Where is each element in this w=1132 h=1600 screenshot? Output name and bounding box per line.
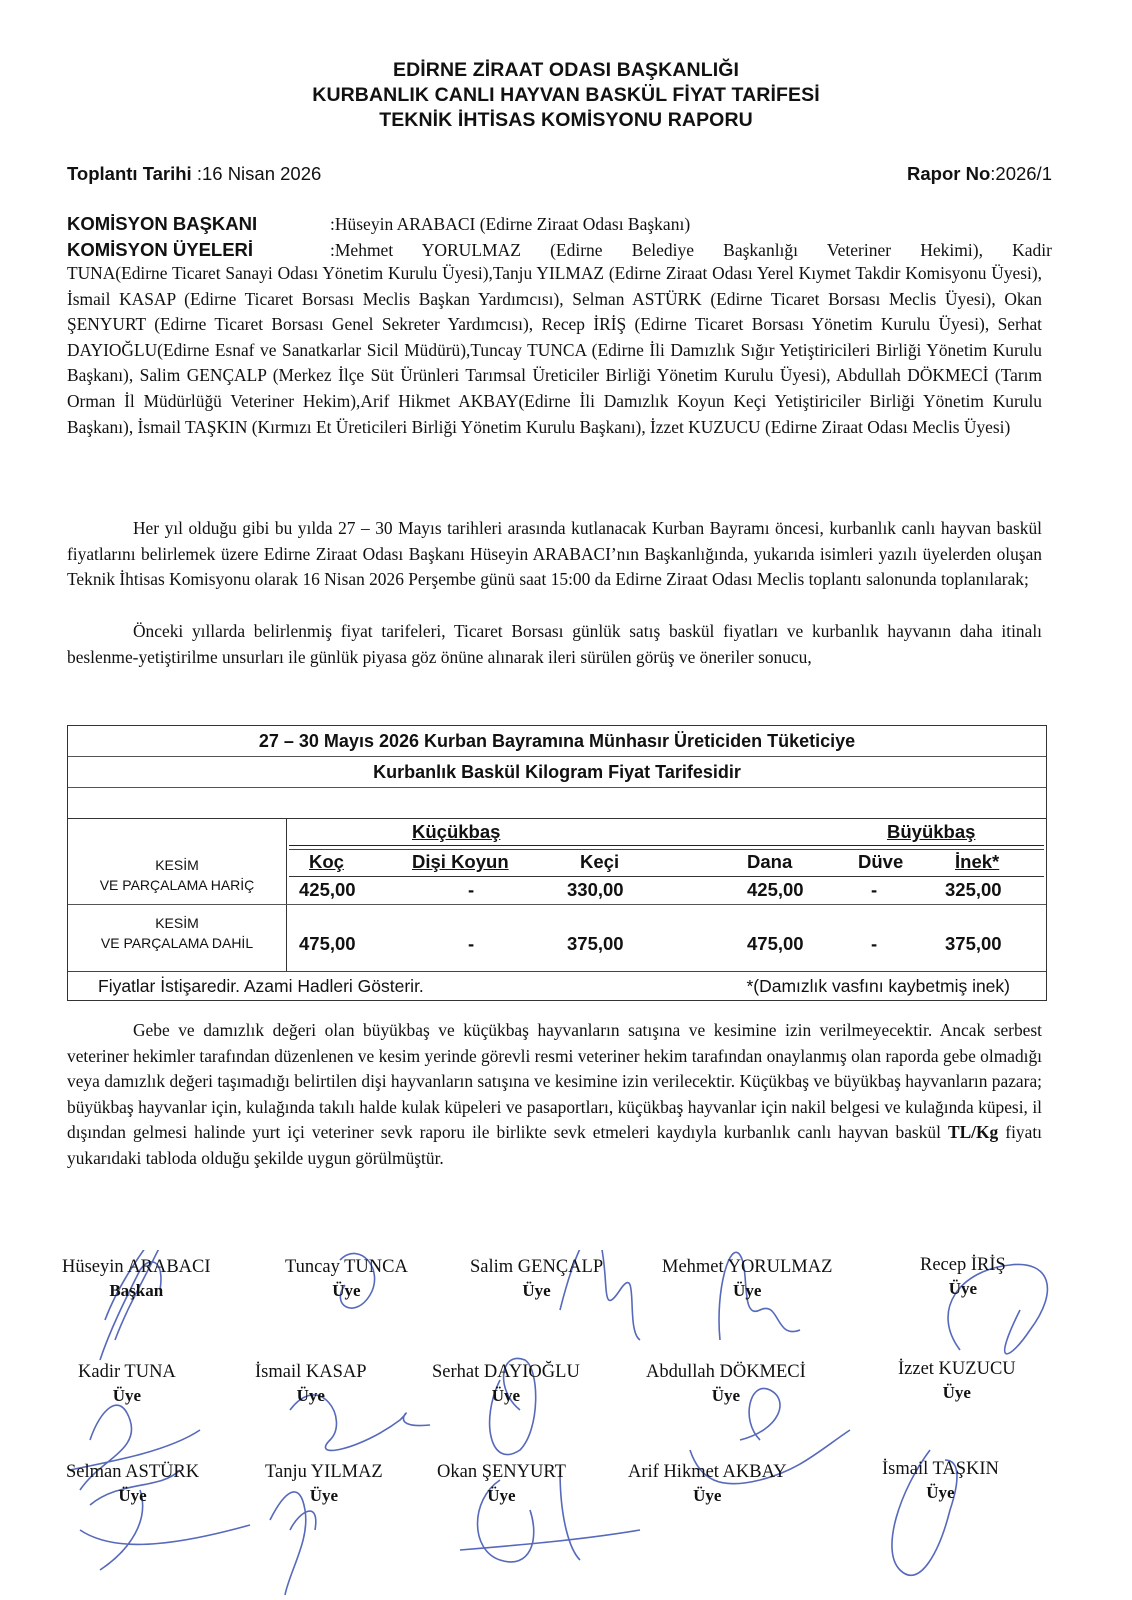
row-divider	[68, 904, 1046, 905]
signatory-role: Üye	[118, 1486, 147, 1505]
signatory-name: Recep İRİŞ	[920, 1255, 1006, 1275]
tariff-table	[67, 725, 1047, 1001]
price-cell: 475,00	[299, 933, 356, 954]
report-number	[907, 163, 1052, 185]
closing-text-start: Gebe ve damızlık değeri olan büyükbaş ve küçükbaş hayvanların satışına ve kesimine izin verilmeyecektir. Ancak serbest veteriner hekimler tarafından düzenlenen ve kesim yerinde görevli resmi veteriner hekim tarafından onaylanmış olan raporda gebe olmadığı veya damızlık değeri taşımadığı belirtilen dişi hayvanların satışına ve kesimine izin verilecektir. Küçükbaş ve büyükbaş hayvanların pazara; büyükbaş hayvanlar için, kulağında takılı halde kulak küpeleri ve pasaportları, küçükbaş hayvanlar için nakil belgesi ve kulağında küpesi, il dışından gelmesi halinde yurt içi veteriner sevk raporu ile birlikte sevk etmeleri kaydıyla kurbanlık canlı hayvan baskül	[67, 1020, 1042, 1143]
committee-chair-label: KOMİSYON BAŞKANI	[67, 213, 258, 234]
price-cell: 375,00	[945, 933, 1002, 954]
signature-recep-iris	[920, 1253, 1006, 1301]
signatory-name: Mehmet YORULMAZ	[662, 1257, 833, 1277]
closing-paragraph	[67, 1018, 1042, 1172]
signature-huseyin-arabaci	[62, 1255, 211, 1303]
signature-kadir-tuna	[78, 1360, 176, 1408]
signature-abdullah-dokmeci	[646, 1360, 806, 1408]
closing-text-end: fiyatı yukarıdaki tabloda olduğu şekilde uygun görülmüştür.	[67, 1122, 1042, 1168]
second-paragraph: Önceki yıllarda belirlenmiş fiyat tarifeleri, Ticaret Borsası günlük satış baskül fiyatları ve kurbanlık hayvanın daha itinalı beslenme-yetiştirilme unsurları ile günlük piyasa göz önüne alınarak ileri sürülen görüş ve öneriler sonucu,	[67, 621, 1042, 667]
row-label-line2: VE PARÇALAMA HARİÇ	[99, 877, 255, 893]
tariff-row-labels	[68, 819, 287, 971]
signatory-role: Üye	[693, 1486, 722, 1505]
signatory-role: Üye	[522, 1281, 551, 1300]
signatory-role: Üye	[112, 1386, 142, 1405]
signatory-name: Hüseyin ARABACI	[62, 1257, 211, 1277]
signatory-role: Üye	[309, 1486, 339, 1505]
signatory-name: Kadir TUNA	[78, 1362, 176, 1382]
tariff-footer-footnote: *(Damızlık vasfını kaybetmiş inek)	[746, 976, 1010, 996]
tariff-title-line1: 27 – 30 Mayıs 2026 Kurban Bayramına Münhasır Üreticiden Tüketiciye	[68, 726, 1046, 757]
tariff-blank-row	[68, 788, 1046, 819]
signature-salim-gencalp	[470, 1255, 603, 1303]
tariff-title-line2: Kurbanlık Baskül Kilogram Fiyat Tarifesidir	[68, 757, 1046, 788]
signatory-name: Tuncay TUNCA	[285, 1257, 408, 1277]
row-label-line1: KESİM	[155, 915, 199, 931]
row-label-included	[68, 913, 286, 953]
intro-paragraph: Her yıl olduğu gibi bu yılda 27 – 30 Mayıs tarihleri arasında kutlanacak Kurban Bayramı öncesi, kurbanlık canlı hayvan baskül fiyatlarını belirlemek üzere Edirne Ziraat Odası Başkanı Hüseyin ARABACI’nın Başkanlığında, yukarıda isimleri yazılı üyelerden oluşan Teknik İhtisas Komisyonu olarak 16 Nisan 2026 Perşembe günü saat 15:00 da Edirne Ziraat Odası Meclis toplantı salonunda toplanılarak;	[67, 518, 1042, 590]
column-header-divider	[289, 876, 1044, 877]
report-number-value: :2026/1	[990, 163, 1052, 184]
tariff-grid	[68, 819, 1046, 972]
column-header-duve: Düve	[858, 851, 904, 872]
signatory-role: Üye	[942, 1383, 971, 1402]
price-cell: 330,00	[567, 879, 624, 900]
signature-selman-asturk	[66, 1460, 199, 1508]
signature-ismail-kasap	[255, 1360, 367, 1408]
signatory-name: Selman ASTÜRK	[66, 1462, 200, 1482]
signatory-role: Üye	[948, 1279, 978, 1298]
document-title	[0, 58, 1132, 133]
price-cell: -	[468, 879, 475, 900]
price-cell: 425,00	[747, 879, 804, 900]
column-header-inek: İnek*	[955, 851, 1000, 872]
signatory-role: Üye	[332, 1281, 361, 1300]
tariff-footer-note: Fiyatlar İstişaredir. Azami Hadleri Gösterir.	[98, 976, 424, 996]
committee-chair-value: :Hüseyin ARABACI (Edirne Ziraat Odası Başkanı)	[330, 214, 691, 234]
price-cell: 475,00	[747, 933, 804, 954]
column-header-dana: Dana	[747, 851, 793, 872]
signatory-role: Başkan	[109, 1281, 164, 1300]
meeting-date-value: :16 Nisan 2026	[191, 163, 322, 184]
signatory-role: Üye	[711, 1386, 741, 1405]
meeting-date	[67, 163, 321, 185]
signatory-role: Üye	[296, 1386, 325, 1405]
price-cell: -	[871, 933, 878, 954]
group-header-large-livestock: Büyükbaş	[887, 821, 976, 842]
signatory-role: Üye	[487, 1486, 516, 1505]
committee-chair-row	[67, 213, 1052, 239]
committee-members-first-line: :Mehmet YORULMAZ (Edirne Belediye Başkanlığı Veteriner Hekimi), Kadir	[330, 240, 1052, 260]
meeting-date-label: Toplantı Tarihi	[67, 163, 192, 184]
signatory-name: İzzet KUZUCU	[898, 1359, 1016, 1379]
committee-members-list: TUNA(Edirne Ticaret Sanayi Odası Yönetim Kurulu Üyesi),Tanju YILMAZ (Edirne Ziraat Odası Yerel Kıymet Takdir Komisyonu Üyesi), İsmail KASAP (Edirne Ticaret Borsası Meclis Başkan Yardımcısı), Selman ASTÜRK (Edirne Ticaret Borsası Meclis Üyesi), Okan ŞENYURT (Edirne Ticaret Borsası Genel Sekreter Yardımcısı), Recep İRİŞ (Edirne Ticaret Borsası Yönetim Kurulu Üyesi), Serhat DAYIOĞLU(Edirne Esnaf ve Sanatkarlar Sicil Müdürü),Tuncay TUNCA (Edirne İli Damızlık Sığır Yetiştiricileri Birliği Yönetim Kurulu Başkanı), Salim GENÇALP (Merkez İlçe Süt Ürünleri Tarımsal Üreticiler Birliği Yönetim Kurulu Üyesi), Abdullah DÖKMECİ (Tarım Orman İl Müdürlüğü Veteriner Hekim),Arif Hikmet AKBAY(Edirne İli Damızlık Koyun Keçi Yetiştiriciler Birliği Yönetim Kurulu Başkanı), İsmail TAŞKIN (Kırmızı Et Üreticileri Birliği Yönetim Kurulu Başkanı), İzzet KUZUCU (Edirne Ziraat Odası Meclis Üyesi)	[67, 263, 1042, 437]
price-cell: 375,00	[567, 933, 624, 954]
header-divider	[289, 845, 1044, 850]
tariff-values	[287, 819, 1046, 971]
price-cell: -	[468, 933, 475, 954]
signatory-name: Arif Hikmet AKBAY	[628, 1462, 787, 1482]
signatory-name: Serhat DAYIOĞLU	[432, 1362, 580, 1382]
signature-izzet-kuzucu	[898, 1357, 1016, 1405]
closing-unit: TL/Kg	[947, 1122, 999, 1143]
column-header-koc: Koç	[309, 851, 344, 872]
signatory-name: Okan ŞENYURT	[437, 1462, 566, 1482]
signature-mehmet-yorulmaz	[662, 1255, 832, 1303]
committee-section	[67, 213, 1052, 265]
group-header-small-livestock: Küçükbaş	[412, 821, 501, 842]
signature-tuncay-tunca	[285, 1255, 408, 1303]
signatory-name: Tanju YILMAZ	[265, 1462, 383, 1482]
signature-arif-hikmet-akbay	[628, 1460, 787, 1508]
signatory-role: Üye	[926, 1483, 955, 1502]
column-header-disi-koyun: Dişi Koyun	[412, 851, 509, 872]
signatory-role: Üye	[491, 1386, 521, 1405]
row-label-line1: KESİM	[155, 857, 199, 873]
signatory-name: Abdullah DÖKMECİ	[646, 1362, 806, 1382]
signatory-role: Üye	[733, 1281, 762, 1300]
signature-okan-senyurt	[437, 1460, 566, 1508]
row-label-excluded	[68, 855, 286, 895]
title-line-organization: EDİRNE ZİRAAT ODASI BAŞKANLIĞI	[392, 59, 740, 81]
title-line-report: TEKNİK İHTİSAS KOMİSYONU RAPORU	[379, 109, 753, 131]
price-cell: -	[871, 879, 878, 900]
row-label-line2: VE PARÇALAMA DAHİL	[100, 935, 254, 951]
signatory-name: Salim GENÇALP	[470, 1257, 604, 1277]
signatory-name: İsmail KASAP	[255, 1362, 367, 1382]
price-cell: 325,00	[945, 879, 1002, 900]
committee-members-label: KOMİSYON ÜYELERİ	[67, 239, 254, 260]
column-header-keci: Keçi	[580, 851, 620, 872]
signature-tanju-yilmaz	[265, 1460, 383, 1508]
tariff-footer	[68, 972, 1046, 1000]
signature-block	[0, 1250, 1132, 1600]
price-cell: 425,00	[299, 879, 356, 900]
title-line-tariff: KURBANLIK CANLI HAYVAN BASKÜL FİYAT TARİFESİ	[312, 84, 820, 106]
signature-ismail-taskin	[882, 1457, 999, 1505]
signature-serhat-dayioglu	[432, 1360, 580, 1408]
signatory-name: İsmail TAŞKIN	[882, 1459, 999, 1479]
report-number-label: Rapor No	[907, 163, 991, 184]
